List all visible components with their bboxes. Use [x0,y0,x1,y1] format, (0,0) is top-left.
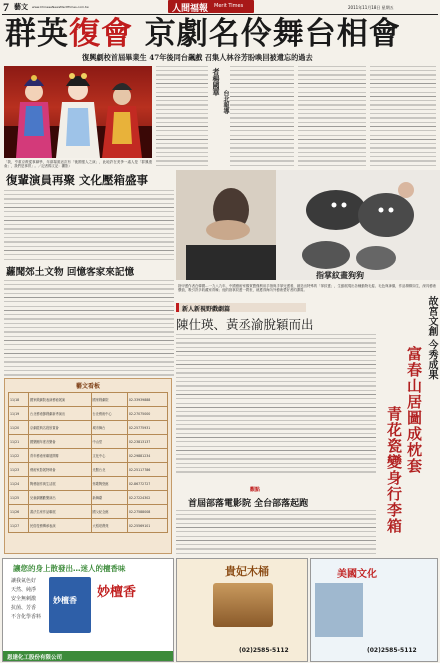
story-body-left-2 [4,280,174,376]
schedule-cell-phone: 02-27588008 [127,505,167,519]
schedule-cell-phone: 02-33939888 [127,393,167,407]
main-story-body-a [156,66,208,166]
masthead-logo [168,0,254,13]
schedule-row [9,449,168,463]
schedule-cell-place: 城市舞台 [91,421,127,435]
schedule-cell-date: 11/18 [9,393,29,407]
center-story-headline: 陳仕瑛、黃丞渝脫穎而出 [176,317,314,332]
ad-list-item: 不含化學香料 [11,614,42,620]
schedule-cell-place: 國家戲劇院 [91,393,127,407]
main-headline [5,16,401,52]
ad-product-brand: 妙檀香 [53,596,77,605]
schedule-cell-phone: 02-23813137 [127,435,167,449]
dog-painting-image [176,170,440,280]
main-story-body-b [230,66,294,166]
schedule-cell-event: 青年藝術家聯展開幕 [29,449,92,463]
schedule-cell-event: 書法名家作品聯展 [29,505,92,519]
headline-part-1: 群英 [5,16,69,52]
reporter-byline [211,68,221,128]
body-text-left-2 [4,280,174,376]
center-story-label [176,303,306,312]
ad-left-footer [3,651,173,661]
schedule-cell-place: 中山堂 [91,435,127,449]
dog-caption-text: 指甲畫作者在韓國…一九八九年，中國藝術家楊賀寶僅利用手指與手掌兒畫著，創造出特殊的「掌紋畫」，生動展現出各種動物毛髮、毛色與神韻，作品栩栩如生，深具藝術價值，吸引許多收藏家青睞；他的指掌紋畫一問世，就獲得海內外藝術愛好者的讚賞。 [178,284,436,293]
schedule-cell-phone: 02-25569101 [127,519,167,533]
center-story-body [176,334,376,474]
body-text-b [230,66,294,166]
masthead-rule [2,14,438,15]
body-text-a [156,66,208,166]
ad-middle-phone: (02)2585-5112 [239,647,289,654]
body-text-c [298,66,366,166]
opera-performers-image [4,66,152,158]
masthead [0,0,440,15]
schedule-cell-date: 11/24 [9,477,29,491]
schedule-cell-date: 11/25 [9,491,29,505]
schedule-cell-place: 鶯歌陶瓷館 [91,477,127,491]
vertical-headline-1: 富春山居圖成枕套 [405,346,423,474]
main-story-body-c [298,66,366,166]
ad-list-item: 安全無刺激 [11,596,37,602]
schedule-cell-phone: 02-86772727 [127,477,167,491]
schedule-row [9,463,168,477]
schedule-cell-date: 11/21 [9,435,29,449]
dog-painting-photo [176,170,440,280]
ad-right-image [315,583,363,637]
schedule-cell-date: 11/19 [9,407,29,421]
schedule-row [9,393,168,407]
ad-left[interactable] [2,558,174,662]
schedule-cell-place: 文化中心 [91,449,127,463]
page-number: 7 [3,0,9,14]
reporter-location: 台北報導 [222,90,229,114]
story-body-left-1 [4,190,174,260]
ad-middle-brand: 貴妃木桶 [225,565,269,578]
masthead-date: 2011年11月18日 星期五 [348,5,394,10]
schedule-cell-event: 台北藝術節戲劇新秀演出 [29,407,92,421]
vertical-headline-2: 青花瓷變身行李箱 [385,406,403,534]
schedule-cell-place: 大稻埕戲苑 [91,519,127,533]
ad-brand-logo: 妙檀香 [97,585,137,600]
ad-list-item: 讓我氣色好 [11,578,37,584]
schedule-cell-phone: 02-25775931 [127,421,167,435]
logo-text: 人間福報 [172,4,209,14]
film-story-headline: 首屆部落電影院 全台部落起跑 [188,499,309,509]
schedule-cell-event: 藝術家影展特映會 [29,463,92,477]
schedule-cell-event: 兒童劇團歡樂演出 [29,491,92,505]
schedule-cell-phone: 02-25117786 [127,463,167,477]
schedule-row [9,421,168,435]
section-label: 藝文 [14,3,28,11]
schedule-cell-date: 11/26 [9,505,29,519]
masthead-url: www.ChineseNewsMeritTimes.com.tw [32,5,89,9]
ad-product-box [49,577,91,633]
schedule-table [8,392,168,533]
schedule-cell-phone: 02-27224302 [127,491,167,505]
main-subhead: 復興劇校首屆畢業生 47年後同台飆戲 召集人林谷芳盼喚回被遺忘的過去 [82,53,313,62]
schedule-cell-date: 11/22 [9,449,29,463]
main-story-body-d [370,66,436,166]
film-story-body [176,510,376,554]
schedule-box [4,378,172,554]
schedule-cell-place: 新舞臺 [91,491,127,505]
body-text-film [176,510,376,554]
schedule-row [9,477,168,491]
logo-en: Merit Times [214,3,244,9]
ad-middle[interactable] [176,558,308,662]
schedule-cell-place: 國父紀念館 [91,505,127,519]
schedule-row [9,407,168,421]
schedule-cell-date: 11/23 [9,463,29,477]
schedule-cell-event: 國樂團年度音樂會 [29,435,92,449]
body-text-left-1 [4,190,174,260]
subhead-1: 復輩演員再聚 文化壓箱盛事 [6,173,149,187]
ad-list-item: 天然、純淨 [11,587,37,593]
film-story-label: 觀點 [250,487,261,493]
schedule-row [9,519,168,533]
schedule-cell-place: 台北藝術中心 [91,407,127,421]
headline-part-3: 京劇名伶舞台相會 [133,16,401,52]
vertical-story-body [378,296,384,396]
schedule-cell-event: 陶藝創作與生活展 [29,477,92,491]
schedule-row [9,491,168,505]
body-text-center [176,334,376,474]
schedule-title: 藝文看板 [75,383,100,390]
ad-right-phone: (02)2585-5112 [367,647,417,654]
schedule-cell-event: 民俗技藝傳承表演 [29,519,92,533]
schedule-cell-date: 11/27 [9,519,29,533]
schedule-cell-phone: 02-29881234 [127,449,167,463]
byline-name: 者楊國華 [212,68,221,96]
ad-right-brand: 美國文化 [337,569,377,580]
schedule-cell-phone: 02-27075000 [127,407,167,421]
schedule-cell-event: 國家戲劇院表演藝術展演 [29,393,92,407]
headline-part-2: 復會 [69,16,133,52]
dog-caption-title: 指掌紋畫狗狗 [316,271,364,280]
schedule-row [9,505,168,519]
schedule-cell-date: 11/20 [9,421,29,435]
subhead-2: 蘿聞郊土文物 回憶客家來記憶 [6,267,135,278]
ad-list-item: 抗菌、芳香 [11,605,37,611]
vertical-kicker: 故宮文創 今秀成果 [426,296,437,380]
ad-left-company: 恩達化工股份有限公司 [7,655,63,661]
center-label-text: 新人新視野戲劇篇 [182,306,231,313]
opera-photo [4,66,152,158]
ad-right[interactable] [310,558,438,662]
schedule-cell-place: 光點台北 [91,463,127,477]
opera-photo-caption: 「我，亨重京戲從事劇學，年兩場面這次有「後國強人之演」，此地許在美爭一處人是「群鳳復會」，我們是事實」。／記者楊文記：攝影） [4,160,152,169]
schedule-row [9,435,168,449]
ad-left-list [11,577,41,622]
schedule-cell-event: 京劇經典名段欣賞會 [29,421,92,435]
body-text-d [370,66,436,166]
ad-middle-image [213,583,273,627]
ad-left-slogan: 讓您的身上散發出…迷人的檀香味 [13,564,126,573]
